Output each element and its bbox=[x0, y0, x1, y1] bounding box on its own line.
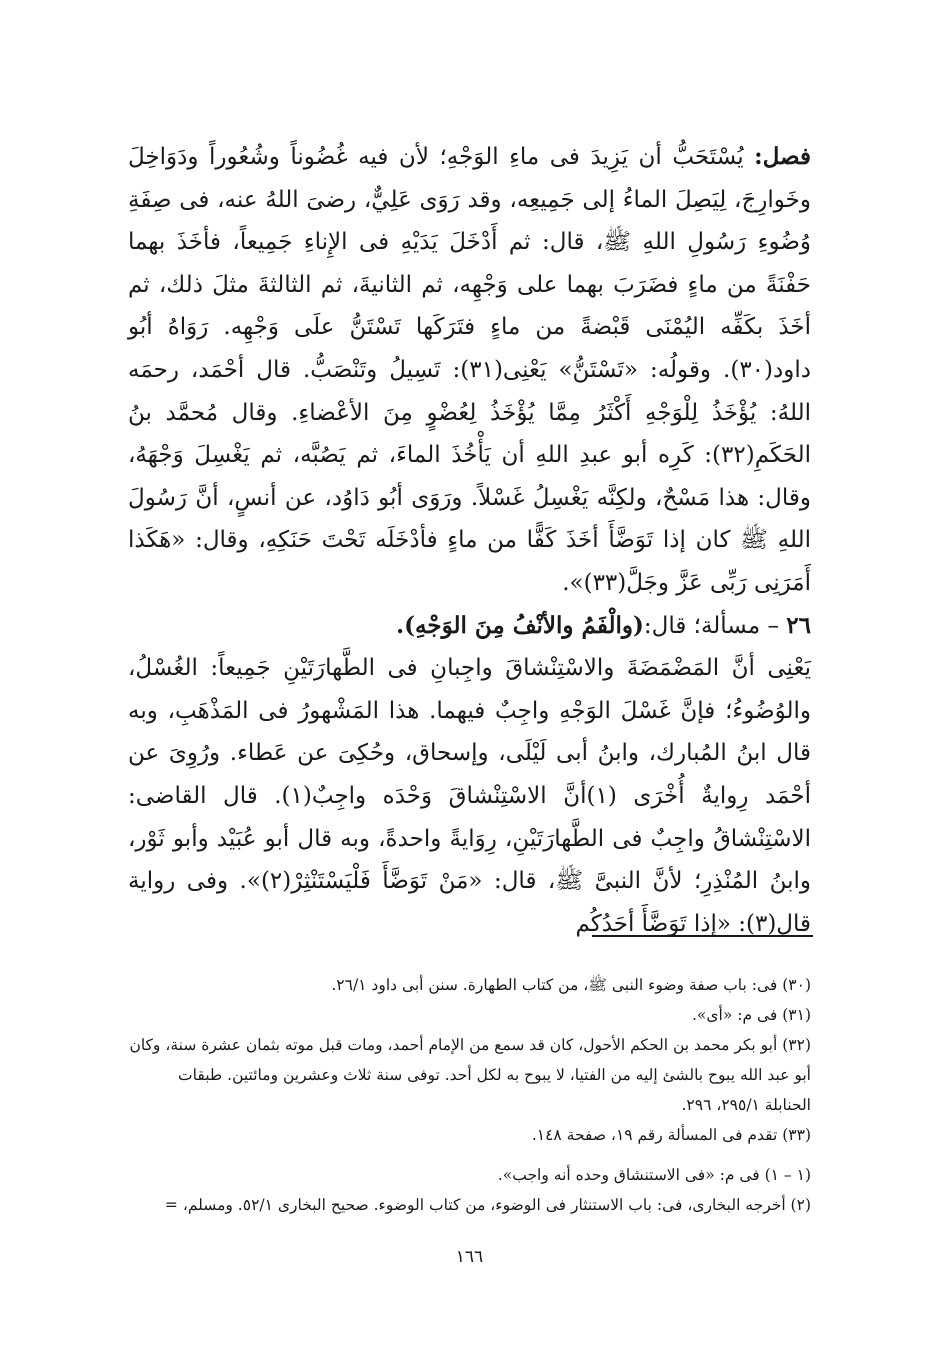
issue-label: – مسألة؛ قال: bbox=[643, 612, 779, 639]
footnotes-block bbox=[128, 970, 811, 1220]
footnote-gap bbox=[128, 1150, 811, 1160]
paragraph-fasl-text: يُسْتَحَبُّ أن يَزِيدَ فى ماءِ الوَجْهِ؛ لأن فيه غُضُوناً وشُعُوراً ودَوَاخِلَ وخَوارِجَ، لِيَصِلَ الماءُ إلى جَمِيعِه، وقد رَوَى عَلِيٌّ، رضىَ اللهُ عنه، فى صِفَةِ وُضُوءِ رَسُولِ اللهِ ﷺ، قال: ثم أَدْخَلَ يَدَيْهِ فى الإِناءِ جَمِيعاً، فأخَذَ بهما حَفْنَةً من ماءٍ فضَرَبَ بهما على وَجْهِه، ثم الثانيةَ، ثم الثالثةَ مثلَ ذلك، ثم أخَذَ بكَفِّه اليُمْنَى قَبْضةً من ماءٍ فتَرَكَها تَسْتَنُّ علَى وَجْهِه. رَوَاهُ أبُو داود(٣٠). وقولُه: «تَسْتَنُّ» يَعْنِى(٣١): تَسِيلُ وتَنْصَبُّ. قال أحْمَد، رحمَه اللهُ: يُؤْخَذُ لِلْوَجْهِ أَكْثَرُ مِمَّا يُؤْخَذُ لِعُضْوٍ مِنَ الأعْضاءِ. وقال مُحمَّد بنُ الحَكَمِ(٣٢): كَرِه أبو عبدِ اللهِ أن يَأْخُذَ الماءَ، ثم يَصُبَّه، ثم يَغْسِلَ وَجْهَهُ، وقال: هذا مَسْحٌ، ولكِنَّه يَغْسِلُ غَسْلاً. ورَوَى أبُو دَاوُد، عن أنسٍ، أنَّ رَسُولَ اللهِ ﷺ كان إذا تَوَضَّأَ أخَذَ كَفًّا من ماءٍ فأدْخَلَه تَحْتَ حَنَكِهِ، وقال: «هَكَذا أَمَرَنِى رَبِّى عَزَّ وجَلَّ(٣٣)». bbox=[128, 144, 811, 596]
paragraph-fasl bbox=[128, 136, 811, 605]
footnote-1-1: (١ – ١) فى م: «فى الاستنشاق وحده أنه واجب». bbox=[497, 1166, 811, 1184]
footnote-32: (٣٢) أبو بكر محمد بن الحكم الأحول، كان قد سمع من الإمام أحمد، ومات قبل موته بثمان عشرة سنة، وكان أبو عبد الله يبوح بالشئ إليه من الفتيا، لا يبوح به لكل أحد. توفى سنة ثلاث وعشرين ومائتين. طبقات الحنابلة ٢٩٥/١، ٢٩٦. bbox=[129, 1036, 811, 1114]
footnote-divider bbox=[592, 935, 813, 937]
paragraph-commentary: يَعْنِى أنَّ المَضْمَضَةَ والاسْتِنْشاقَ واجِبانِ فى الطَّهارَتَيْنِ جَمِيعاً: الغُسْلُ، والوُضُوءُ؛ فإنَّ غَسْلَ الوَجْهِ واجِبٌ فيهما. هذا المَشْهورُ فى المَذْهَبِ، وبه قال ابنُ المُبارك، وابنُ أبى لَيْلَى، وإسحاق، وحُكِىَ عن عَطاء. ورُوِىَ عن أحْمَد رِوايةٌ أُخْرَى (١)أنَّ الاسْتِنْشاقَ وَحْدَه واجِبٌ(١). قال القاضى: الاسْتِنْشاقُ واجِبٌ فى الطَّهارَتَيْنِ، رِوَايةً واحدةً، وبه قال أبو عُبَيْد وأبو ثَوْر، وابنُ المُنْذِرِ؛ لأنَّ النبىَّ ﷺ، قال: «مَنْ تَوَضَّأَ فَلْيَسْتَنْثِرْ(٢)». وفى رواية قال(٣): «إذا تَوَضَّأَ أحَدُكُم bbox=[128, 655, 812, 937]
issue-quote: (والْفَمُ والأنْفُ مِنَ الوَجْهِ). bbox=[396, 611, 644, 639]
issue-heading bbox=[128, 605, 811, 648]
footnote-2: (٢) أخرجه البخارى، فى: باب الاستنثار فى الوضوء، من كتاب الوضوء. صحيح البخارى ٥٢/١. ومسلم، = bbox=[164, 1196, 811, 1214]
footnote-33: (٣٣) تقدم فى المسألة رقم ١٩، صفحة ١٤٨. bbox=[531, 1126, 811, 1144]
footnote-30: (٣٠) فى: باب صفة وضوء النبى ﷺ، من كتاب الطهارة. سنن أبى داود ٢٦/١. bbox=[331, 976, 811, 994]
page-number: ١٦٦ bbox=[455, 1247, 484, 1267]
footnote-31: (٣١) فى م: «أى». bbox=[691, 1006, 811, 1024]
section-heading-fasl: فصل: bbox=[754, 143, 811, 170]
main-text-block bbox=[128, 136, 811, 945]
issue-number: ٢٦ bbox=[786, 611, 811, 639]
